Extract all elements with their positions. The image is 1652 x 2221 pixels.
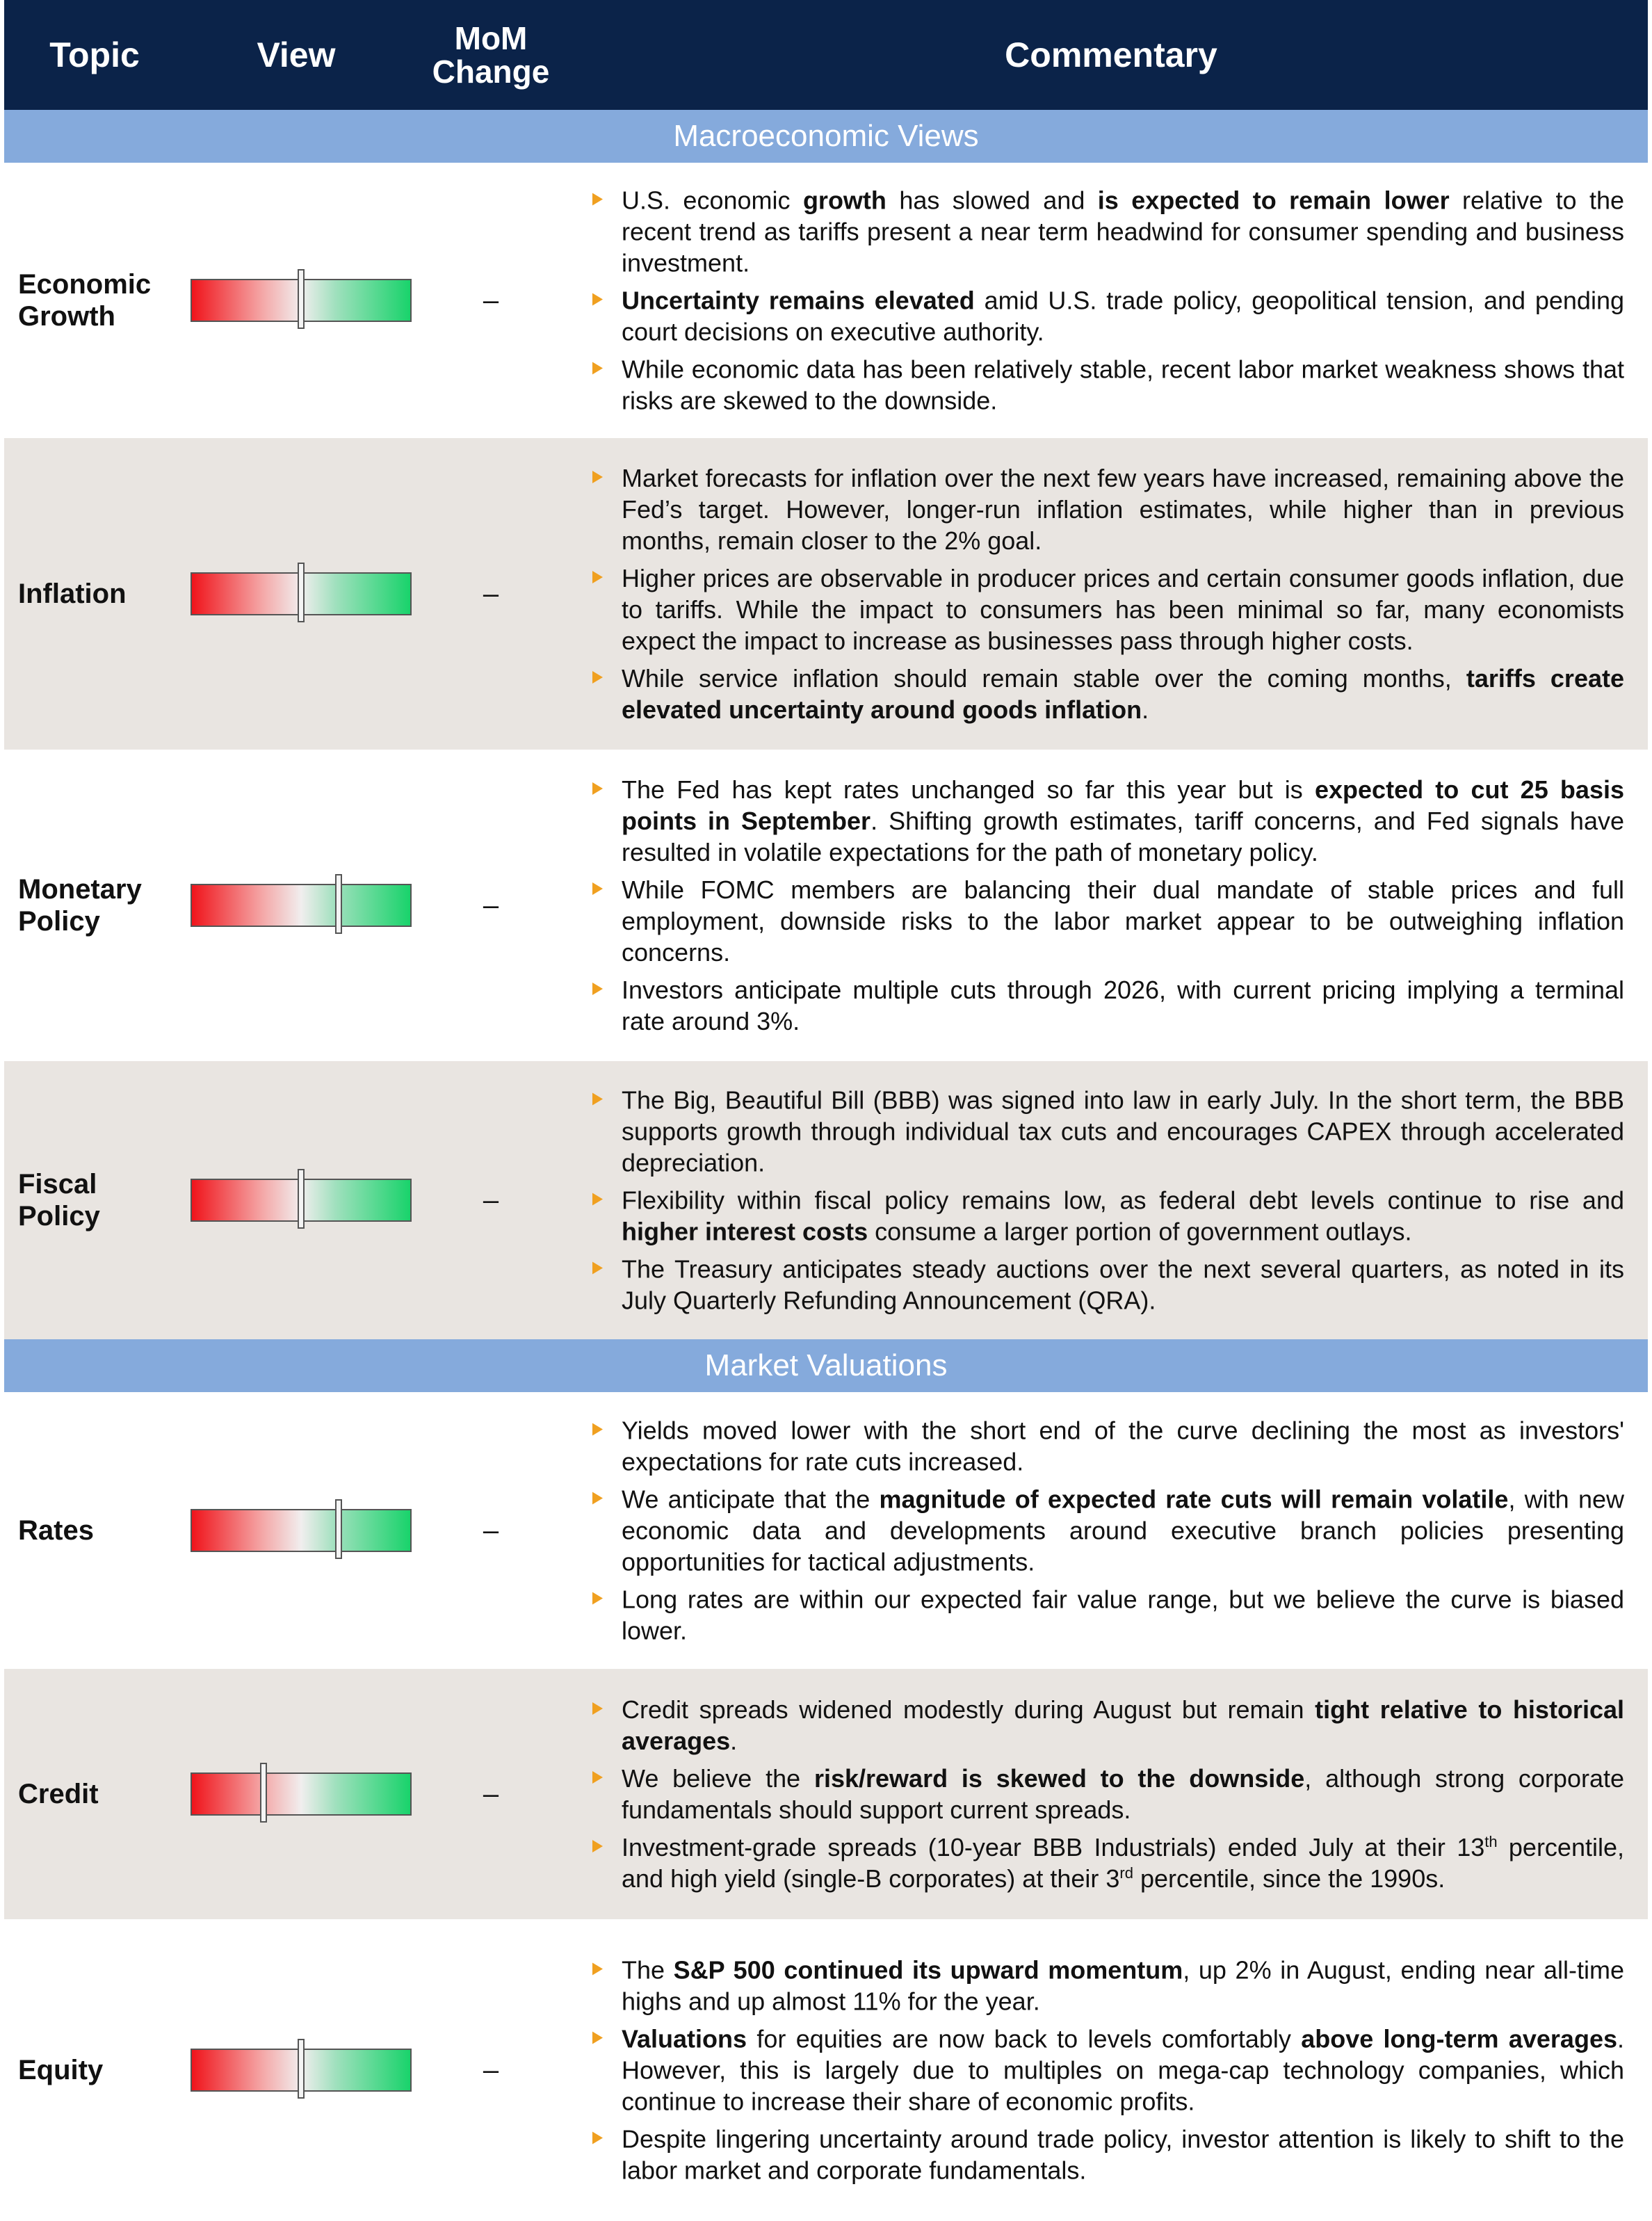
commentary-text: Higher prices are observable in producer prices and certain consumer goods inflation, due to tariffs. While the impact to consumers has been minimal so far, many economists expect the impact to increase as businesses pass through higher costs. (622, 564, 1624, 655)
bold-text: S&P 500 continued its upward momentum (673, 1955, 1183, 1985)
topic-label (18, 1919, 185, 2221)
commentary (587, 1694, 1624, 1894)
commentary-text: The (622, 1955, 674, 1985)
bold-text: tight relative to historical averages (622, 1695, 1624, 1755)
commentary-text: The Treasury anticipates steady auctions over the next several quarters, as noted in its July Quarterly Refunding Announcement (QRA). (622, 1254, 1624, 1315)
bullet-triangle-icon (592, 471, 603, 483)
commentary-bullet (587, 185, 1624, 279)
commentary-bullet (587, 354, 1624, 417)
topic-label (18, 1061, 185, 1339)
commentary-bullet (587, 1185, 1624, 1247)
view-gauge-bar (191, 1772, 412, 1816)
topic-label (18, 1392, 185, 1669)
bullet-triangle-icon (592, 193, 603, 206)
bullet-triangle-icon (592, 782, 603, 795)
commentary-text: . (730, 1727, 738, 1755)
view-gauge (191, 279, 412, 322)
commentary-bullet (587, 663, 1624, 725)
commentary-text: consume a larger portion of government outlays. (868, 1217, 1412, 1246)
commentary-text: . However, this is largely due to multiples on mega-cap technology companies, which continue to increase their share of economic profits. (622, 2024, 1625, 2116)
commentary-bullet (587, 563, 1624, 656)
section-header-macroeconomic: Macroeconomic Views (4, 110, 1648, 163)
bullet-triangle-icon (592, 1423, 603, 1436)
bullet-triangle-icon (592, 1963, 603, 1976)
bullet-triangle-icon (592, 1702, 603, 1715)
commentary-text: percentile, and high yield (single-B corporates) at their 3 (622, 1833, 1624, 1893)
mom-change-value: – (483, 1515, 499, 1546)
commentary-bullet (587, 974, 1624, 1037)
bullet-triangle-icon (592, 2032, 603, 2044)
bullet-triangle-icon (592, 671, 603, 684)
topic-label-line2: Policy (18, 1201, 100, 1231)
commentary-text: , although strong corporate fundamentals should support current spreads. (622, 1764, 1625, 1824)
topic-column-header: Topic (49, 35, 140, 74)
topic-label-line1: Rates (18, 1515, 94, 1546)
bullet-triangle-icon (592, 1492, 603, 1505)
commentary (587, 1415, 1624, 1647)
table-header (4, 0, 1648, 110)
commentary-text: While FOMC members are balancing their dual mandate of stable prices and full employment, downside risks to the labor market appear to be outweighing inflation concerns. (622, 875, 1624, 967)
bullet-triangle-icon (592, 983, 603, 995)
commentary-bullet (587, 1955, 1624, 2017)
view-gauge (191, 572, 412, 615)
bold-text: is expected to remain lower (1097, 186, 1450, 215)
mom-header-line1: MoM (454, 20, 528, 56)
table-row-inflation (4, 438, 1648, 750)
commentary-text: U.S. economic (622, 186, 803, 215)
commentary-text: While service inflation should remain stable over the coming months, (622, 664, 1466, 693)
commentary-text: Long rates are within our expected fair value range, but we believe the curve is biased lower. (622, 1585, 1624, 1645)
bold-text: higher interest costs (622, 1217, 868, 1246)
bullet-triangle-icon (592, 1592, 603, 1605)
mom-change-value: – (483, 284, 499, 316)
view-gauge (191, 884, 412, 927)
commentary-bullet (587, 2124, 1624, 2186)
mom-change-column-header (407, 0, 574, 110)
bold-text: risk/reward is skewed to the downside (813, 1764, 1305, 1793)
commentary-bullet (587, 1694, 1624, 1756)
mom-header-line2: Change (432, 54, 550, 90)
view-gauge-needle (298, 1169, 305, 1229)
commentary-text: percentile, since the 1990s. (1133, 1864, 1446, 1893)
commentary-text: We believe the (622, 1764, 814, 1793)
view-gauge-needle (260, 1763, 267, 1823)
commentary-column-header: Commentary (1005, 35, 1217, 74)
bullet-triangle-icon (592, 1193, 603, 1206)
bullet-triangle-icon (592, 2132, 603, 2145)
commentary-bullet (587, 1254, 1624, 1316)
bullet-triangle-icon (592, 1771, 603, 1784)
mom-change-value: – (483, 1184, 499, 1216)
commentary-text: . Shifting growth estimates, tariff concerns, and Fed signals have resulted in volatile expectations for the path of monetary policy. (622, 807, 1624, 866)
topic-label-line1: Fiscal (18, 1169, 97, 1200)
commentary-bullet (587, 1085, 1624, 1179)
view-gauge (191, 1179, 412, 1222)
bold-text: Valuations (622, 2024, 747, 2053)
superscript-text: th (1484, 1833, 1498, 1850)
commentary-text: amid U.S. trade policy, geopolitical tension, and pending court decisions on executive authority. (622, 286, 1624, 346)
topic-label-line1: Monetary (18, 874, 142, 905)
commentary-bullet (587, 1763, 1624, 1825)
bullet-triangle-icon (592, 571, 603, 583)
commentary-text: The Fed has kept rates unchanged so far this year but is (622, 775, 1315, 804)
commentary-text: Market forecasts for inflation over the next few years have increased, remaining above the Fed’s target. However, longer-run inflation estimates, while higher than in previous months, remain closer to the 2% goal. (622, 464, 1624, 555)
commentary-text: Investors anticipate multiple cuts through 2026, with current pricing implying a terminal rate around 3%. (622, 976, 1624, 1035)
bullet-triangle-icon (592, 1840, 603, 1852)
commentary-bullet (587, 1415, 1624, 1478)
mom-change-value: – (483, 2054, 499, 2085)
view-gauge-needle (298, 269, 305, 329)
view-gauge (191, 1509, 412, 1552)
section-header-market-valuations: Market Valuations (4, 1339, 1648, 1392)
commentary-text: While economic data has been relatively stable, recent labor market weakness shows that risks are skewed to the downside. (622, 355, 1624, 415)
topic-label (18, 1669, 185, 1919)
commentary (587, 774, 1624, 1037)
view-column-header: View (257, 35, 336, 74)
commentary-text: Credit spreads widened modestly during August but remain (622, 1695, 1315, 1724)
table-row-equity (4, 1919, 1648, 2221)
commentary (587, 185, 1624, 417)
commentary-text: Despite lingering uncertainty around trade policy, investor attention is likely to shift to the labor market and corporate fundamentals. (622, 2124, 1624, 2185)
view-gauge-needle (335, 1499, 342, 1559)
commentary-bullet (587, 462, 1624, 556)
commentary-bullet (587, 774, 1624, 868)
view-gauge-needle (298, 2039, 305, 2099)
topic-label-line1: Credit (18, 1779, 99, 1809)
commentary-text: . (1142, 695, 1149, 724)
commentary-text: , up 2% in August, ending near all-time highs and up almost 11% for the year. (622, 1955, 1624, 2016)
view-gauge (191, 1772, 412, 1816)
bullet-triangle-icon (592, 882, 603, 895)
bullet-triangle-icon (592, 362, 603, 375)
commentary (587, 462, 1624, 725)
bold-text: Uncertainty remains elevated (622, 286, 975, 315)
commentary (587, 1085, 1624, 1316)
table-row-credit (4, 1669, 1648, 1919)
bullet-triangle-icon (592, 293, 603, 306)
bold-text: expected to cut 25 basis points in September (622, 775, 1624, 835)
superscript-text: rd (1119, 1864, 1133, 1882)
commentary-bullet (587, 1584, 1624, 1647)
topic-label (18, 750, 185, 1061)
topic-label-line1: Economic (18, 269, 152, 300)
table-row-fiscal-policy (4, 1061, 1648, 1339)
commentary-text: We anticipate that the (622, 1485, 880, 1514)
table-row-rates (4, 1392, 1648, 1669)
commentary-text: Flexibility within fiscal policy remains low, as federal debt levels continue to rise and (622, 1186, 1624, 1215)
bold-text: growth (802, 186, 886, 215)
mom-change-value: – (483, 578, 499, 609)
bullet-triangle-icon (592, 1093, 603, 1106)
bold-text: magnitude of expected rate cuts will remain volatile (879, 1485, 1509, 1514)
view-gauge-needle (335, 874, 342, 934)
view-gauge-needle (298, 563, 305, 622)
commentary-bullet (587, 2024, 1624, 2117)
view-gauge-bar (191, 1509, 412, 1552)
table-row-monetary-policy (4, 750, 1648, 1061)
commentary-text: relative to the recent trend as tariffs present a near term headwind for consumer spending and business investment. (622, 186, 1625, 277)
commentary-bullet (587, 1484, 1624, 1578)
commentary-text: , with new economic data and developments around executive branch policies presenting opportunities for tactical adjustments. (622, 1485, 1624, 1576)
topic-label (18, 438, 185, 750)
topic-label-line1: Equity (18, 2055, 104, 2085)
commentary-text: has slowed and (886, 186, 1098, 215)
commentary-bullet (587, 874, 1624, 968)
table-row-economic-growth (4, 163, 1648, 438)
topic-label-line2: Growth (18, 301, 115, 332)
mom-change-value: – (483, 889, 499, 921)
commentary-bullet (587, 285, 1624, 348)
view-gauge-bar (191, 884, 412, 927)
commentary-bullet (587, 1832, 1624, 1894)
topic-label (18, 163, 185, 438)
commentary-text: Yields moved lower with the short end of the curve declining the most as investors' expectations for rate cuts increased. (622, 1416, 1624, 1476)
commentary-text: The Big, Beautiful Bill (BBB) was signed into law in early July. In the short term, the BBB supports growth through individual tax cuts and encourages CAPEX through accelerated depreciation. (622, 1085, 1624, 1177)
bullet-triangle-icon (592, 1262, 603, 1275)
view-gauge (191, 2049, 412, 2092)
commentary-text: for equities are now back to levels comfortably (747, 2024, 1302, 2053)
topic-label-line1: Inflation (18, 579, 127, 609)
bold-text: tariffs create elevated uncertainty around goods inflation (622, 664, 1624, 724)
commentary-text: Investment-grade spreads (10-year BBB Industrials) ended July at their 13 (622, 1833, 1485, 1861)
topic-label-line2: Policy (18, 906, 100, 937)
commentary (587, 1955, 1624, 2186)
bold-text: above long-term averages (1301, 2024, 1617, 2053)
mom-change-value: – (483, 1778, 499, 1809)
